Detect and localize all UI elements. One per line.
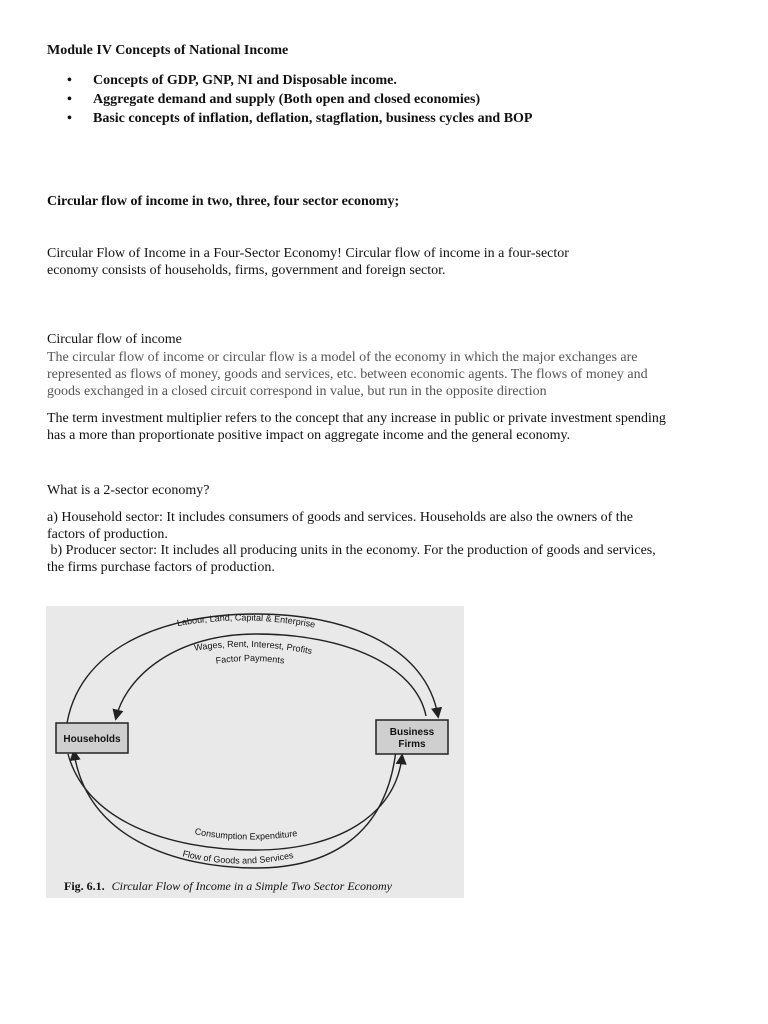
circular-flow-figure	[46, 606, 464, 898]
four-sector-paragraph	[47, 245, 737, 279]
factor-payments-label: Wages, Rent, Interest, Profits	[193, 638, 314, 657]
factor-payments-sub: Factor Payments	[214, 652, 286, 666]
text-line: Circular Flow of Income in a Four-Sector Economy! Circular flow of income in a four-sector	[47, 246, 569, 261]
multiplier-paragraph	[47, 410, 737, 444]
outer-flow-arc-top	[66, 614, 438, 730]
producer-sector-paragraph	[47, 542, 737, 576]
figure-caption-number: Fig. 6.1.	[64, 879, 105, 893]
factor-flow-label: Labour, Land, Capital & Enterprise	[176, 612, 317, 630]
svg-text:Factor Payments	[215, 653, 286, 666]
svg-text:Consumption Expenditure	[194, 826, 298, 841]
firms-label: Firms	[398, 739, 426, 750]
topic-item: • Aggregate demand and supply (Both open and closed economies)	[67, 90, 532, 109]
topic-list	[67, 71, 532, 128]
outer-flow-arc-bottom	[74, 750, 396, 868]
household-sector-paragraph	[47, 509, 737, 543]
consumption-label: Consumption Expenditure	[194, 826, 298, 842]
section-heading: Circular flow of income in two, three, four sector economy;	[47, 194, 400, 209]
figure-caption-text: Circular Flow of Income in a Simple Two Sector Economy	[111, 879, 392, 893]
text-line: goods exchanged in a closed circuit correspond in value, but run in the opposite direction	[47, 384, 547, 399]
figure-caption	[64, 879, 393, 893]
text-line: has a more than proportionate positive impact on aggregate income and the general economy.	[47, 428, 571, 443]
text-line: The term investment multiplier refers to the concept that any increase in public or private investment spending	[47, 411, 666, 426]
module-title: Module IV Concepts of National Income	[47, 43, 289, 58]
topic-item: • Concepts of GDP, GNP, NI and Disposable income.	[67, 71, 532, 90]
svg-text:Labour, Land, Capital & Enterp	[176, 612, 316, 629]
text-line: represented as flows of money, goods and services, etc. between economic agents. The flows of money and	[47, 367, 648, 382]
circular-flow-heading: Circular flow of income	[47, 332, 182, 347]
circular-flow-paragraph	[47, 349, 737, 400]
text-line: a) Household sector: It includes consumers of goods and services. Households are also the owners of the	[47, 510, 633, 525]
goods-flow-label: Flow of Goods and Services	[181, 848, 295, 866]
business-label: Business	[389, 727, 435, 738]
two-sector-question: What is a 2-sector economy?	[47, 483, 210, 498]
text-line: factors of production.	[47, 527, 168, 542]
topic-item: • Basic concepts of inflation, deflation, stagflation, business cycles and BOP	[67, 109, 532, 128]
text-line: economy consists of households, firms, government and foreign sector.	[47, 263, 446, 278]
text-line: b) Producer sector: It includes all producing units in the economy. For the production of goods and services,	[47, 543, 656, 558]
text-line: the firms purchase factors of production.	[47, 560, 275, 575]
households-label: Households	[63, 734, 121, 745]
text-line: The circular flow of income or circular flow is a model of the economy in which the major exchanges are	[47, 350, 638, 365]
circular-flow-diagram	[46, 606, 464, 898]
